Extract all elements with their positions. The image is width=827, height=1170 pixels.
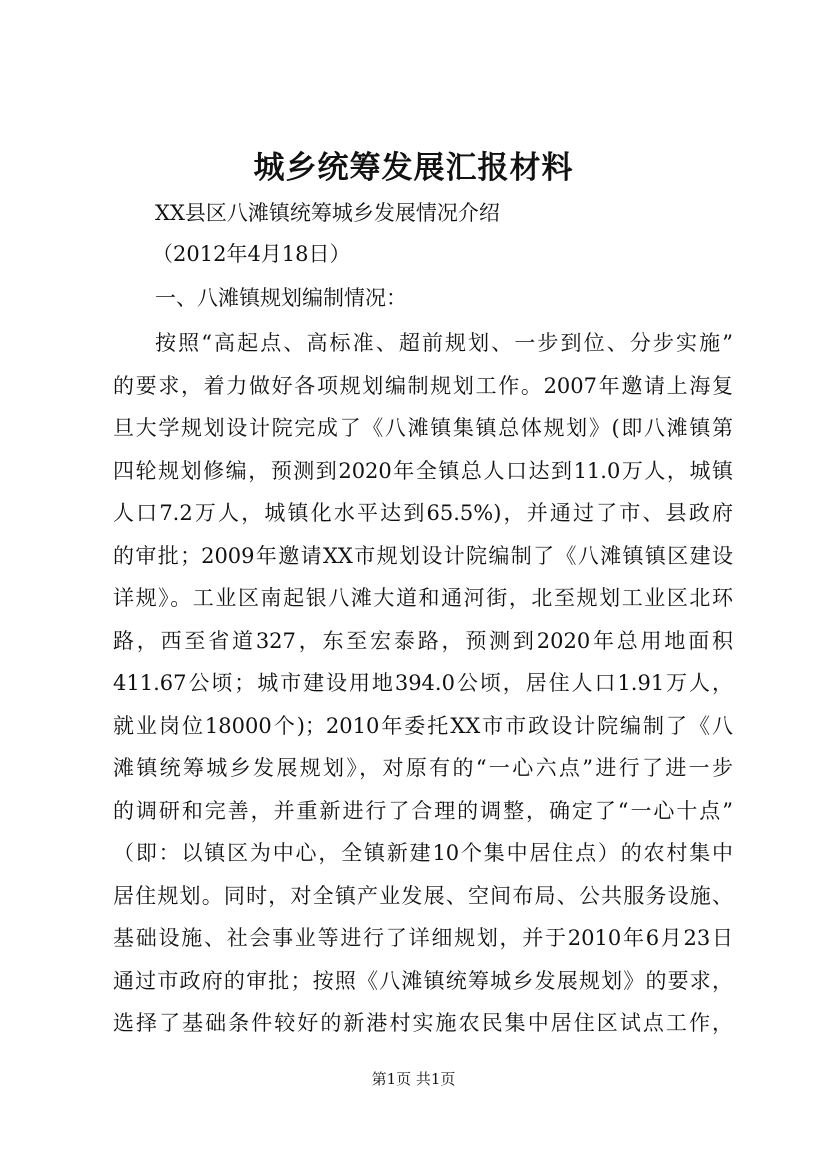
body-line: 旦大学规划设计院完成了《八滩镇集镇总体规划》(即八滩镇第 <box>113 416 733 440</box>
document-subtitle: XX县区八滩镇统筹城乡发展情况介绍 <box>155 201 500 225</box>
body-line: 就业岗位18000个)；2010年委托XX市市政设计院编制了《八 <box>113 713 733 738</box>
page-footer: 第1页 共1页 <box>371 1070 456 1088</box>
document-date: （2012年4月18日） <box>152 242 351 266</box>
body-line: 选择了基础条件较好的新港村实施农民集中居住区试点工作， <box>113 1011 733 1035</box>
body-line: 四轮规划修编，预测到2020年全镇总人口达到11.0万人，城镇 <box>113 458 733 483</box>
body-line: 居住规划。同时，对全镇产业发展、空间布局、公共服务设施、 <box>113 883 733 908</box>
document-title: 城乡统筹发展汇报材料 <box>253 150 574 186</box>
body-line: 路，西至省道327，东至宏泰路，预测到2020年总用地面积 <box>113 628 733 653</box>
body-line: 的审批；2009年邀请XX市规划设计院编制了《八滩镇镇区建设 <box>113 543 733 568</box>
body-line: 详规》。工业区南起银八滩大道和通河街，北至规划工业区北环 <box>113 586 733 610</box>
body-line: 411.67公顷；城市建设用地394.0公顷，居住人口1.91万人， <box>113 671 733 695</box>
body-line: 按照“高起点、高标准、超前规划、一步到位、分步实施” <box>155 331 733 355</box>
body-line: 的要求，着力做好各项规划编制规划工作。2007年邀请上海复 <box>113 373 733 398</box>
body-line: 人口7.2万人，城镇化水平达到65.5%)，并通过了市、县政府 <box>113 501 733 525</box>
body-text <box>113 322 733 1045</box>
body-line: 的调研和完善，并重新进行了合理的调整，确定了“一心十点” <box>113 798 733 823</box>
body-line: 通过市政府的审批；按照《八滩镇统筹城乡发展规划》的要求， <box>113 968 733 993</box>
body-line: 基础设施、社会事业等进行了详细规划，并于2010年6月23日 <box>113 926 733 950</box>
body-line: （即：以镇区为中心，全镇新建10个集中居住点）的农村集中 <box>113 841 733 865</box>
body-line: 滩镇统筹城乡发展规划》，对原有的“一心六点”进行了进一步 <box>113 756 733 780</box>
section-heading: 一、八滩镇规划编制情况： <box>155 286 407 310</box>
